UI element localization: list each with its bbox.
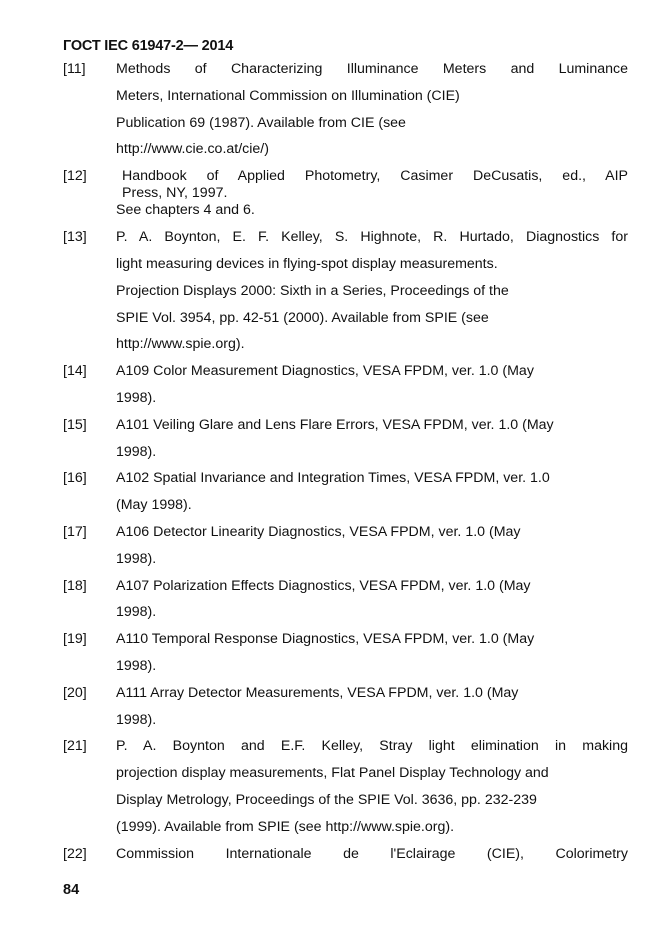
reference-number: [13]	[63, 229, 87, 246]
reference-item	[63, 224, 628, 358]
reference-line: 1998).	[116, 657, 157, 674]
reference-text	[116, 224, 628, 358]
reference-text	[116, 733, 628, 840]
reference-number: [12]	[63, 168, 87, 185]
reference-item	[63, 412, 628, 466]
reference-line: Display Metrology, Proceedings of the SPIE Vol. 3636, pp. 232-239	[116, 791, 537, 808]
reference-text	[116, 841, 628, 868]
reference-line: Press, NY, 1997.	[122, 185, 228, 202]
reference-number: [14]	[63, 363, 87, 380]
reference-item	[63, 680, 628, 734]
reference-line: P. A. Boynton, E. F. Kelley, S. Highnote, R. Hurtado, Diagnostics for	[116, 229, 628, 246]
reference-line: light measuring devices in flying-spot display measurements.	[116, 255, 498, 272]
reference-number: [21]	[63, 738, 87, 755]
reference-line: Handbook of Applied Photometry, Casimer DeCusatis, ed., AIP	[122, 168, 628, 185]
reference-line: A110 Temporal Response Diagnostics, VESA FPDM, ver. 1.0 (May	[116, 631, 535, 648]
reference-line: (1999). Available from SPIE (see http://www.spie.org).	[116, 818, 455, 835]
reference-text	[116, 465, 628, 519]
reference-text	[116, 519, 628, 573]
reference-number: [22]	[63, 845, 87, 862]
reference-line: 1998).	[116, 711, 157, 728]
reference-line: A107 Polarization Effects Diagnostics, VESA FPDM, ver. 1.0 (May	[116, 577, 531, 594]
reference-number: [17]	[63, 523, 87, 540]
reference-item	[63, 841, 628, 868]
reference-line: Meters, International Commission on Illumination (CIE)	[116, 87, 460, 104]
reference-line: 1998).	[116, 389, 157, 406]
reference-item	[63, 626, 628, 680]
reference-line: A109 Color Measurement Diagnostics, VESA FPDM, ver. 1.0 (May	[116, 363, 534, 380]
reference-number: [15]	[63, 416, 87, 433]
reference-line: http://www.cie.co.at/cie/)	[116, 141, 269, 158]
reference-text	[116, 573, 628, 627]
reference-text	[116, 163, 628, 219]
reference-line: A106 Detector Linearity Diagnostics, VESA FPDM, ver. 1.0 (May	[116, 523, 521, 540]
reference-item	[63, 358, 628, 412]
reference-item	[63, 733, 628, 840]
reference-line: http://www.spie.org).	[116, 336, 245, 353]
reference-line: Commission Internationale de l'Eclairage (CIE), Colorimetry	[116, 845, 628, 862]
reference-number: [18]	[63, 577, 87, 594]
reference-item	[63, 519, 628, 573]
reference-line: SPIE Vol. 3954, pp. 42-51 (2000). Available from SPIE (see	[116, 309, 489, 326]
reference-number: [11]	[63, 61, 86, 77]
reference-line: 1998).	[116, 443, 157, 460]
reference-line: projection display measurements, Flat Panel Display Technology and	[116, 765, 549, 782]
reference-text	[116, 626, 628, 680]
reference-number: [16]	[63, 470, 87, 487]
reference-line: 1998).	[116, 604, 157, 621]
reference-line: Projection Displays 2000: Sixth in a Series, Proceedings of the	[116, 282, 509, 299]
reference-list	[63, 56, 628, 867]
reference-line: P. A. Boynton and E.F. Kelley, Stray light elimination in making	[116, 738, 628, 755]
reference-line: A102 Spatial Invariance and Integration Times, VESA FPDM, ver. 1.0	[116, 470, 550, 487]
reference-text	[116, 680, 628, 734]
reference-line: Methods of Characterizing Illuminance Meters and Luminance	[116, 61, 628, 77]
reference-line: See chapters 4 and 6.	[116, 202, 255, 219]
reference-number: [19]	[63, 631, 87, 648]
reference-number: [20]	[63, 684, 87, 701]
reference-text	[116, 358, 628, 412]
page-header: ГОСТ IEC 61947-2— 2014	[63, 38, 234, 54]
page-number: 84	[63, 882, 80, 898]
reference-line: A101 Veiling Glare and Lens Flare Errors, VESA FPDM, ver. 1.0 (May	[116, 416, 554, 433]
reference-text	[116, 412, 628, 466]
reference-item	[63, 56, 628, 163]
reference-line: (May 1998).	[116, 497, 192, 514]
reference-text	[116, 56, 628, 163]
reference-item	[63, 465, 628, 519]
reference-line: A111 Array Detector Measurements, VESA FPDM, ver. 1.0 (May	[116, 684, 519, 701]
reference-item	[63, 163, 628, 219]
reference-line: 1998).	[116, 550, 157, 567]
reference-item	[63, 573, 628, 627]
reference-line: Publication 69 (1987). Available from CIE (see	[116, 114, 406, 131]
